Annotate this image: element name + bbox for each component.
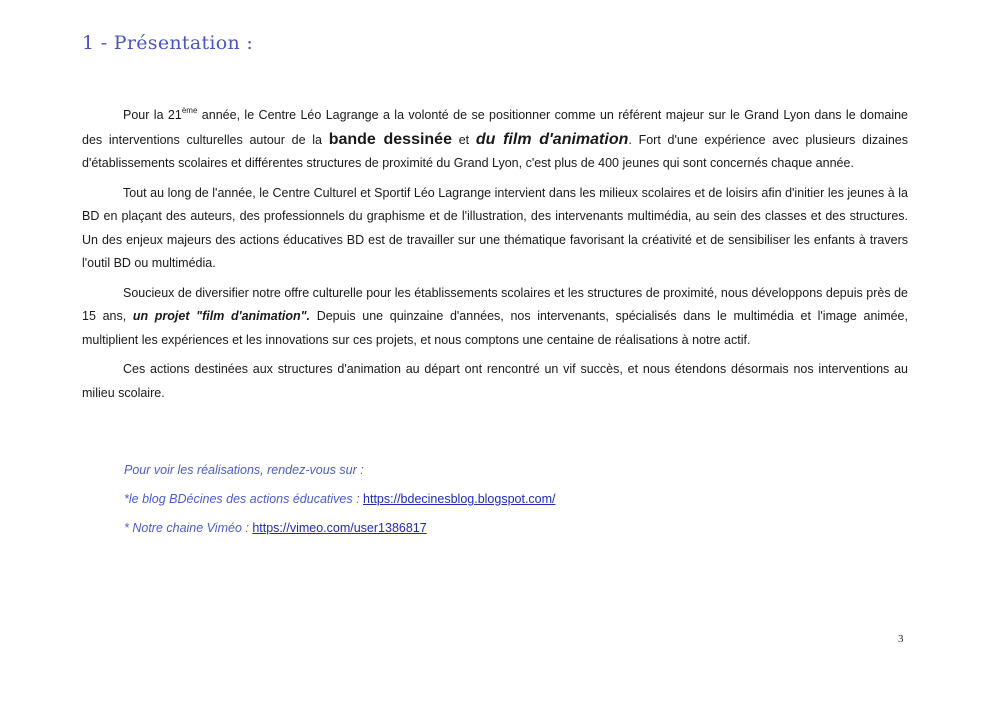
emphasis-projet-film: un projet "film d'animation".: [132, 309, 311, 323]
paragraph-4: Ces actions destinées aux structures d'animation au départ ont rencontré un vif succès, et nous étendons désormais nos interventions au milieu scolaire.: [82, 362, 908, 400]
p1-text-end: . Fort d'une expérience avec plusieurs dizaines d'établissements scolaires et différentes structures de proximité du Grand Lyon, c'est plus de 400 jeunes qui sont concernés chaque année.: [82, 132, 909, 170]
p1-text-conjunction: et: [451, 132, 476, 147]
blog-link-line: [124, 489, 556, 518]
paragraph-1: [82, 104, 908, 176]
p1-text-middle: année, le Centre Léo Lagrange a la volonté de se positionner comme un référent majeur sur le Grand Lyon dans le domaine des interventions culturelles autour de la: [82, 108, 908, 147]
vimeo-link-line: [124, 518, 556, 547]
paragraph-2: Tout au long de l'année, le Centre Culturel et Sportif Léo Lagrange intervient dans les milieux scolaires et de loisirs afin d'initier les jeunes à la BD en plaçant des auteurs, des professionnels du graphisme et de l'illustration, des intervenants multimédia, au sein des classes et des structures. Un des enjeux majeurs des actions éducatives BD est de travailler sur une thématique favorisant la créativité et de sensibiliser les enfants à travers l'outil BD ou multimédia.: [82, 185, 908, 270]
body-text: [82, 104, 908, 411]
paragraph-3: [82, 282, 908, 353]
blog-link[interactable]: https://bdecinesblog.blogspot.com/: [363, 492, 556, 506]
emphasis-film-animation: du film d'animation: [475, 130, 629, 148]
p3-text-end: Depuis une quinzaine d'années, nos intervenants, spécialisés dans le multimédia et l'image animée, multiplient les expériences et les innovations sur ces projets, et nous comptons une centaine de réalisations à notre actif.: [82, 309, 908, 347]
p3-text-start: Soucieux de diversifier notre offre culturelle pour les établissements scolaires et les structures de proximité, nous développons depuis près de 15 ans,: [82, 285, 908, 323]
links-intro: Pour voir les réalisations, rendez-vous sur :: [124, 463, 364, 477]
blog-link-label: *le blog BDécines des actions éducatives :: [124, 492, 364, 506]
section-heading: 1 - Présentation :: [82, 32, 254, 54]
emphasis-bande-dessinee: bande dessinée: [328, 130, 452, 148]
vimeo-link[interactable]: https://vimeo.com/user1386817: [252, 521, 427, 535]
vimeo-link-label: * Notre chaine Viméo :: [124, 521, 253, 535]
links-block: [124, 460, 556, 547]
ordinal-superscript: ème: [181, 106, 198, 115]
p1-text-start: Pour la 21: [123, 108, 182, 122]
page-number: 3: [898, 633, 904, 645]
